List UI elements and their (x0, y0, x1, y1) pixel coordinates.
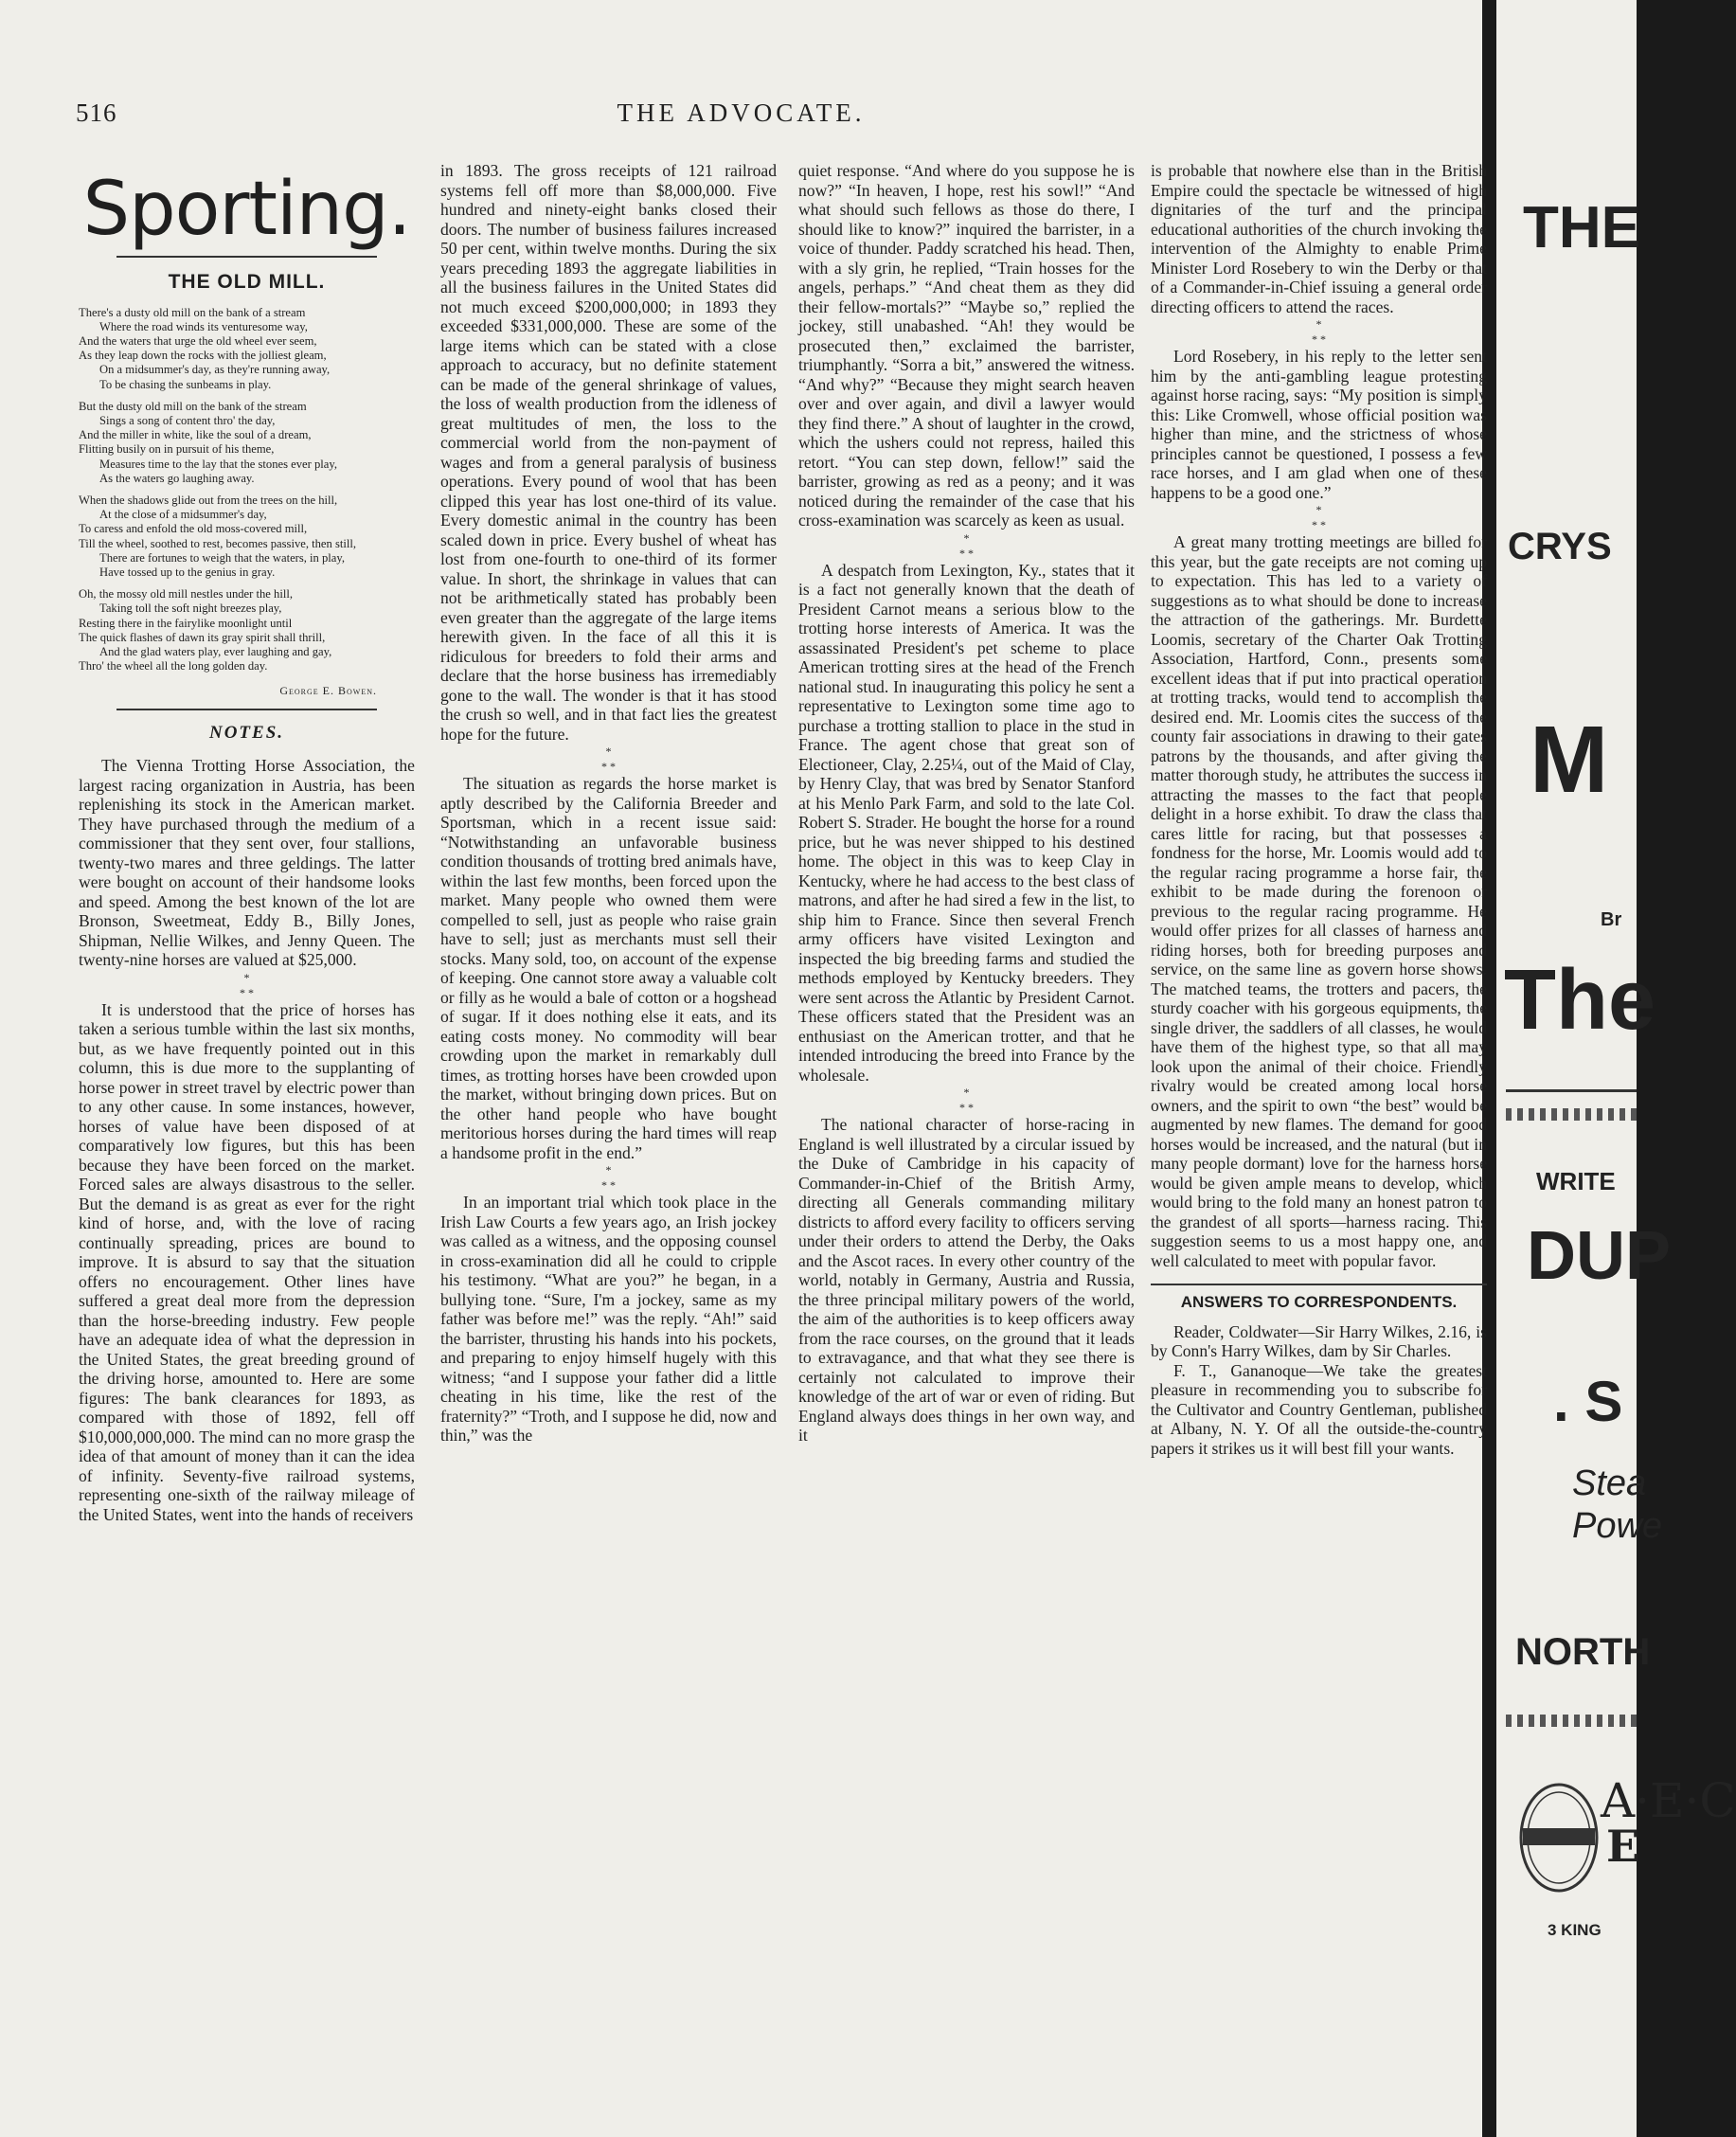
ad-fragment-dup: DUP (1527, 1218, 1672, 1294)
ad-fragment-stea: Stea (1572, 1464, 1647, 1503)
poem-line: And the glad waters play, ever laughing and gay, (99, 644, 332, 658)
ad-badge-icon (1517, 1781, 1601, 1895)
page-number: 516 (76, 99, 117, 127)
poem-line: And the waters that urge the old wheel ever seem, (79, 333, 317, 348)
ad-fragment-br: Br (1601, 909, 1622, 930)
paragraph: It is understood that the price of horses has taken a serious tumble within the last six months, but, as we have frequently pointed out in this column, this is due more to the supplanting of horse power in street travel by electric power than to any other cause. In some instances, however, horses of value have been disposed of at comparatively low figures, but this has been because they have been forced on the market. Forced sales are always disastrous to the seller. But the demand is as great as ever for the right kind of horse, and, with the love of racing continually spreading, prices are bound to improve. It is absurd to say that the situation offers no encouragement. Other lines have suffered a great deal more from the depression than the horse-breeding industry. Few people have an adequate idea of what the depression in the United States, the great breeding ground of the driving horse, amounted to. Here are some figures: The bank clearances for 1893, as compared with those of 1892, fell off $10,000,000,000. The mind can no more grasp the idea of that amount of money than it can the idea of infinity. Seventy-five railroad systems, representing one-sixth of the railway mileage of the United States, went into the hands of receivers (79, 999, 415, 1524)
divider (116, 256, 377, 258)
ad-fragment-write: WRITE (1536, 1167, 1616, 1195)
poem-line: Till the wheel, soothed to rest, becomes passive, then still, (79, 536, 357, 550)
separator-stars: * * * (959, 1086, 974, 1114)
ad-fragment-aec: A·E·C (1601, 1773, 1736, 1828)
poem-line: The quick flashes of dawn its gray spirit shall thrill, (79, 630, 326, 644)
poem-line: Resting there in the fairylike moonlight until (79, 616, 293, 630)
paragraph: quiet response. “And where do you suppose he is now?” “In heaven, I hope, rest his sowl!” “And what should such fellows as those do there, I should like to know?” inquired the barrister, in a voice of thunder. Paddy scratched his head. Then, with a sly grin, he replied, “Train hosses for the angels, perhaps.” “And cheat them as they did their fellow-mortals?” “Maybe so,” replied the jockey, still unabashed. “Ah! they would be prosecuted then,” exclaimed the barrister, triumphantly. “Sorra a bit,” answered the witness. “And why?” “Because they might search heaven over and over again, and divil a lawyer would they find there.” A shout of laughter in the crowd, which the ushers could not repress, hailed this retort. “You can step down, fellow!” said the barrister, growing as red as a peony; and it was noticed during the remainder of the case that his cross-examination was scarcely as keen as usual. (798, 161, 1135, 530)
poem-line: There are fortunes to weigh that the waters, in play, (99, 550, 346, 565)
poem-stanza (79, 306, 415, 392)
paragraph: The situation as regards the horse market is aptly described by the California Breeder and Sportsman, which in a recent issue said: “Notwithstanding an unfavorable business condition thousands of trotting bred animals have, within the last few months, been forced upon the market. Many people who owned them were compelled to sell, just as people who raise grain have to sell; just as merchants must sell their stocks. Many sold, too, on account of the expense of keeping. One cannot store away a valuable colt or filly as he would a bale of cotton or a hogshead of sugar. If it does nothing else it eats, and its eating costs money. No commodity will bear crowding upon the market in remarkably dull times, as trotting horses have been crowded upon the market, without bringing down prices. But on the other hand people who have bought meritorious horses during the hard times will reap a handsome profit in the end.” (440, 774, 777, 1162)
paragraph: The Vienna Trotting Horse Association, the largest racing organization in Austria, has been replenishing its stock in the American market. They have purchased through the medium of a commissioner that they sent over, four stallions, twenty-two mares and three geldings. The latter were bought on account of their handsome looks and speed. Among the best known of the lot are Bronson, Sweetmeat, Eddy B., Billy Jones, Shipman, Nellie Wilkes, and Jenny Queen. The twenty-nine horses are valued at $25,000. (79, 756, 415, 970)
poem-author: George E. Bowen. (279, 684, 377, 698)
poem-line: Where the road winds its venturesome way, (99, 319, 308, 333)
ad-fragment-m: M (1530, 707, 1609, 813)
section-title: Sporting. (82, 167, 411, 252)
answer-item: F. T., Gananoque—We take the greatest pleasure in recommending you to subscribe for the Cultivator and Country Gentleman, published at Albany, N. Y. Of all the outside-the-country papers it strikes us it will best fill your wants. (1151, 1360, 1487, 1458)
poem-line: At the close of a midsummer's day, (99, 508, 267, 522)
poem-stanza (79, 494, 415, 580)
paragraph: The national character of horse-racing in England is well illustrated by a circular issued by the Duke of Cambridge in his capacity of Commander-in-Chief of the British Army, directing all Generals commanding military districts to afford every facility to officers serving under their orders to attend the Derby, the Oaks and the Ascot races. In every other country of the world, notably in Germany, Austria and Russia, the three principal military powers of the world, the aim of the authorities is to keep officers away from the race courses, on the ground that it leads to extravagance, and that what they see there is certainly not calculated to improve their knowledge of the art of war or even of riding. But England always does things in her own way, and it (798, 1115, 1135, 1445)
ad-fragment-king: 3 KING (1548, 1921, 1602, 1939)
poem-body (79, 306, 415, 674)
column-4 (1151, 161, 1487, 1458)
poem-line: To caress and enfold the old moss-covered mill, (79, 522, 308, 536)
ad-fragment-the-large: The (1504, 953, 1656, 1048)
poem-stanza (79, 587, 415, 673)
poem-title: THE OLD MILL. (168, 271, 326, 293)
ad-fragment-the: THE (1523, 195, 1640, 260)
poem-line: As the waters go laughing away. (99, 471, 255, 485)
poem-line: Have tossed up to the genius in gray. (99, 565, 276, 579)
ad-fragment-s: . S (1553, 1370, 1623, 1433)
ad-fragment-crys: CRYS (1508, 526, 1612, 567)
paragraph: in 1893. The gross receipts of 121 railroad systems fell off more than $8,000,000. Five hundred and ninety-eight banks closed their doors. The number of business failures increased 50 per cent, within twelve months. During the six years preceding 1893 the aggregate liabilities in all the business failures in the United States did not much exceed $200,000,000; in 1893 they exceeded $331,000,000. These are some of the large items which can be stated with a close approach to accuracy, but no definite statement can be made of the general shrinkage of values, the loss of wealth production from the idleness of great multitudes of men, the loss to the commercial world from the non-payment of wages and from a general paralysis of business operations. Every pound of wool that has been clipped this year has lost one-third of its value. Every domestic animal in the country has been scaled down in price. Every bushel of wheat has lost from one-fourth to one-third of its former value. In short, the shrinkage in values that can not be arithmetically stated has probably been even greater than the aggregate of the large items herewith given. In the face of all this it is ridiculous for breeders to fold their arms and declare that the horse business has irremediably gone to the wall. The wonder is that it has stood the crush so well, and in that fact lies the greatest hope for the future. (440, 161, 777, 744)
notes-title: NOTES. (208, 722, 285, 743)
separator-stars: * * * (601, 745, 616, 773)
ad-fragment-e: E (1606, 1821, 1640, 1872)
answers-title: ANSWERS TO CORRESPONDENTS. (1151, 1284, 1487, 1313)
paragraph: In an important trial which took place in the Irish Law Courts a few years ago, an Irish jockey was called as a witness, and the opposing counsel in cross-examination did all he could to cripple his testimony. “What are you?” he began, in a bullying tone. “Sure, I'm a jockey, same as my father was before me!” was the reply. “Ah!” said the barrister, thrusting his hands into his pockets, and preparing to enjoy himself hugely with this witness; “and I suppose your father did a little cheating in his time, like the rest of the fraternity?” “Troth, and I suppose he did, now and thin,” was the (440, 1193, 777, 1445)
poem-line: Measures time to the lay that the stones ever play, (99, 457, 337, 471)
paragraph: A despatch from Lexington, Ky., states that it is a fact not generally known that the death of President Carnot means a serious blow to the trotting horse interests of America. It was the assassinated President's pet scheme to place American trotting sires at the head of the French national stud. In inaugurating this policy he sent a representative to Lexington some time ago to purchase a trotting stallion to place in the stud in France. The agent chose that great son of Electioneer, Clay, 2.25¼, out of the Maid of Clay, by Henry Clay, that was bred by Senator Stanford at his Menlo Park Farm, and sold to the late Col. Robert S. Strader. He bought the horse for a round price, but he was never shipped to his destined home. The object in this was to keep Clay in Kentucky, where he had access to the best class of matrons, and after he had sired a few in the list, to ship him to France. Since then several French army officers have visited Lexington and inspected the big breeding farms and studied the methods employed by Kentucky breeders. They were sent across the Atlantic by President Carnot. These officers stated that the President was an enthusiast on the American trotter, and that he intended introducing the breed into France by the wholesale. (798, 560, 1135, 1085)
ad-rule (1506, 1089, 1637, 1092)
separator-stars: * * * (1312, 503, 1326, 531)
divider (116, 709, 377, 710)
ad-border (1506, 1715, 1637, 1727)
answer-item: Reader, Coldwater—Sir Harry Wilkes, 2.16, is by Conn's Harry Wilkes, dam by Sir Charles. (1151, 1321, 1487, 1360)
poem-line: Oh, the mossy old mill nestles under the hill, (79, 587, 293, 602)
poem-line: Flitting busily on in pursuit of his theme, (79, 442, 275, 457)
ad-border (1506, 1108, 1637, 1121)
poem-line: When the shadows glide out from the trees on the hill, (79, 493, 338, 507)
poem-line: As they leap down the rocks with the jolliest gleam, (79, 349, 327, 363)
ad-fragment-north: NORTH (1515, 1631, 1651, 1673)
column-3 (798, 161, 1135, 1446)
poem-line: On a midsummer's day, as they're running away, (99, 363, 331, 377)
separator-stars: * * * (240, 970, 254, 999)
separator-stars: * * * (959, 530, 974, 560)
poem-line: There's a dusty old mill on the bank of a stream (79, 305, 306, 319)
poem-stanza (79, 400, 415, 486)
column-2 (440, 161, 777, 1446)
paragraph: is probable that nowhere else than in the British Empire could the spectacle be witnessed of high dignitaries of the turf and the principal educational authorities of the church invoking the intervention of the Almighty to enable Prime Minister Lord Rosebery to win the Derby or that of a Commander-in-Chief issuing a general order directing officers to attend the races. (1151, 161, 1487, 316)
paragraph: A great many trotting meetings are billed for this year, but the gate receipts are not coming up to expectation. This has led to a variety of suggestions as to what should be done to increase the attraction of the gatherings. Mr. Burdette Loomis, secretary of the Charter Oak Trotting Association, Hartford, Conn., presents some excellent ideas that if put into practical operation at trotting tracks, would tend to accomplish the desired end. Mr. Loomis cites the success of the county fair associations in drawing to their gates patrons by the thousands, and after giving the matter thorough study, he attributes the success in attracting the masses to the fact that people delight in a horse exhibit. To draw the class that cares little for racing, but that possesses a fondness for the horse, Mr. Loomis would add to the regular racing programme a horse fair, the exhibit to be made during the forenoon or previous to the regular racing programme. He would offer prizes for all classes of harness and riding horses, both for breeding purposes and service, on the same line as govern horse shows. The matched teams, the trotters and pacers, the sturdy coacher with his gorgeous equipments, the single driver, the saddlers of all classes, he would have them of the highest type, so that all may look upon the animal of their choice. Friendly rivalry would be created among local horse owners, and the spirit to own “the best” would be augmented by new flames. The demand for good horses would be increased, and the natural (but in many people dormant) love for the harness horse would be given ample means to develop, which would bring to the fold many an honest patron to the grandest of all sports—harness racing. This suggestion seems to us a most happy one, and well calculated to meet with popular favor. (1151, 532, 1487, 1270)
poem-line: Taking toll the soft night breezes play, (99, 602, 282, 616)
poem-line: Sings a song of content thro' the day, (99, 413, 276, 427)
poem-line: And the miller in white, like the soul of a dream, (79, 428, 312, 442)
separator-stars: * * * (1312, 317, 1326, 346)
column-1 (79, 161, 415, 1524)
running-title: THE ADVOCATE. (617, 99, 866, 127)
separator-stars: * * * (601, 1163, 616, 1192)
poem-line: Thro' the wheel all the long golden day. (79, 659, 268, 673)
poem-line: But the dusty old mill on the bank of the stream (79, 399, 307, 413)
ad-fragment-powe: Powe (1572, 1506, 1663, 1546)
paragraph: Lord Rosebery, in his reply to the letter sent him by the anti-gambling league protesting against horse racing, says: “My position is simply this: Like Cromwell, whose official position was higher than mine, and the strictness of whose principles cannot be questioned, I possess a few race horses, and I am glad when one of these happens to be a good one.” (1151, 347, 1487, 502)
poem-line: To be chasing the sunbeams in play. (99, 377, 272, 391)
